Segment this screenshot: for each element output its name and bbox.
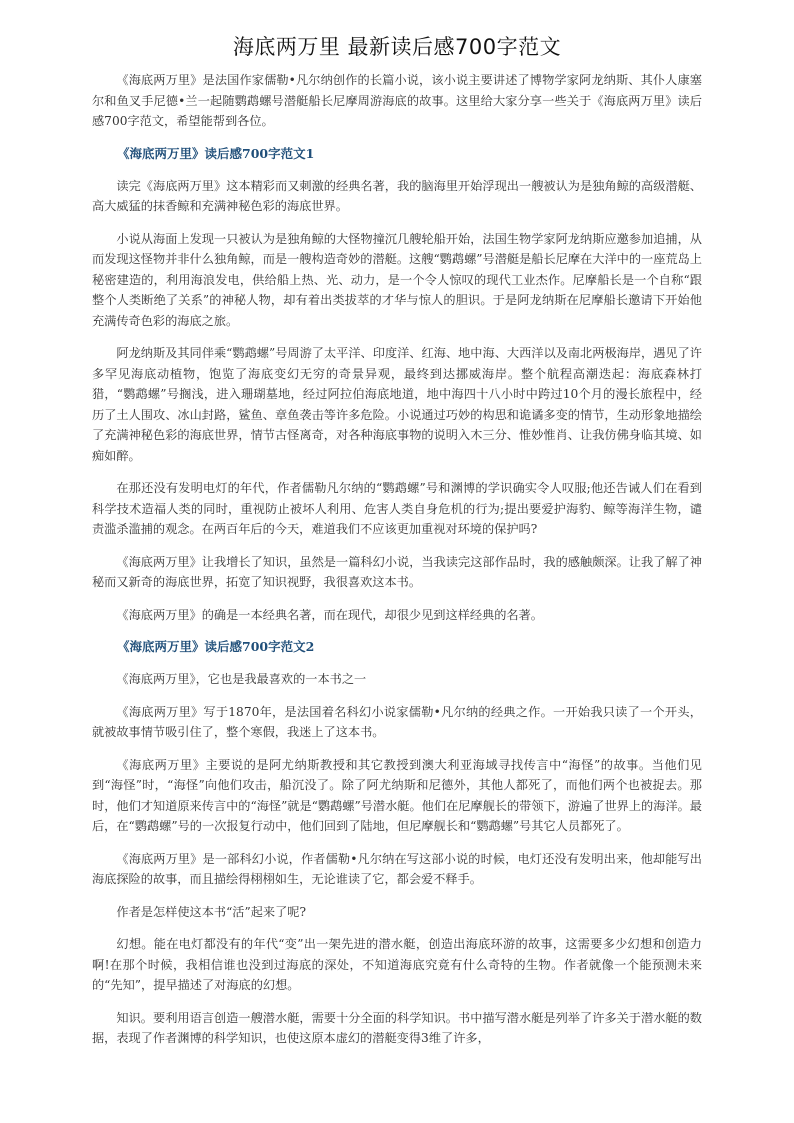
paragraph: 《海底两万里》的确是一本经典名著，而在现代，却很少见到这样经典的名著。	[116, 607, 543, 622]
paragraph: 《海底两万里》，它也是我最喜欢的一本书之一	[116, 672, 367, 686]
paragraph: 作者是怎样使这本书“活”起来了呢?	[116, 904, 307, 919]
paragraph: 《海底两万里》是一部科幻小说，作者儒勒•凡尔纳在写这部小说的时候，电灯还没有发明出来，他却能写出海底探险的故事，而且描绘得栩栩如生，无论谁读了它，都会爱不释手。	[92, 851, 702, 886]
page-title: 海底两万里 最新读后感700字范文	[232, 35, 562, 59]
paragraph: 幻想。能在电灯都没有的年代“变”出一架先进的潜水艇，创造出海底环游的故事，这需要多少幻想和创造力啊!在那个时候，我相信谁也没到过海底的深处，不知道海底究竟有什么奇特的生物。作者就像一个能预测未来的“先知”，提早描述了对海底的幻想。	[92, 937, 702, 992]
paragraph: 小说从海面上发现一只被认为是独角鲸的大怪物撞沉几艘轮船开始，法国生物学家阿龙纳斯应邀参加追捕，从而发现这怪物并非什么独角鲸，而是一艘构造奇妙的潜艇。这艘“鹦鹉螺”号潜艇是船长尼摩在大洋中的一座荒岛上秘密建造的，利用海浪发电，供给船上热、光、动力，是一个令人惊叹的现代工业杰作。尼摩船长是一个自称“跟整个人类断绝了关系”的神秘人物，却有着出类拔萃的才华与惊人的胆识。于是阿龙纳斯在尼摩船长邀请下开始他充满传奇色彩的海底之旅。	[92, 231, 702, 328]
paragraph: 知识。要利用语言创造一艘潜水艇，需要十分全面的科学知识。书中描写潜水艇是列举了许多关于潜水艇的数据，表现了作者渊博的科学知识，也使这原本虚幻的潜艇变得3维了许多，	[92, 1010, 702, 1045]
intro-paragraph: 《海底两万里》是法国作家儒勒•凡尔纳创作的长篇小说，该小说主要讲述了博物学家阿龙纳斯、其仆人康塞尔和鱼叉手尼德•兰一起随鹦鹉螺号潜艇船长尼摩周游海底的故事。这里给大家分享一些关于《海底两万里》读后感700字范文，希望能帮到各位。	[92, 73, 702, 128]
article-body	[92, 70, 702, 1049]
paragraph: 在那还没有发明电灯的年代，作者儒勒凡尔纳的“鹦鹉螺”号和渊博的学识确实令人叹服;他还告诫人们在看到科学技术造福人类的同时，重视防止被坏人利用、危害人类自身危机的行为;提出要爱护海豹、鲸等海洋生物，谴责滥杀滥捕的观念。在两百年后的今天，难道我们不应该更加重视对环境的保护吗?	[92, 481, 702, 536]
paragraph: 《海底两万里》写于1870年，是法国着名科幻小说家儒勒•凡尔纳的经典之作。一开始我只读了一个开头，就被故事情节吸引住了，整个寒假，我迷上了这本书。	[92, 704, 702, 739]
section-heading-2: 《海底两万里》读后感700字范文2	[117, 639, 315, 654]
section-heading-1: 《海底两万里》读后感700字范文1	[117, 145, 315, 161]
paragraph: 阿龙纳斯及其同伴乘“鹦鹉螺”号周游了太平洋、印度洋、红海、地中海、大西洋以及南北两极海岸，遇见了许多罕见海底动植物，饱览了海底变幻无穷的奇景异观，最终到达挪威海岸。整个航程高潮迭起：海底森林打猎，“鹦鹉螺”号搁浅，进入珊瑚墓地，经过阿拉伯海底地道，地中海四十八小时中跨过10个月的漫长旅程中，经历了土人围攻、冰山封路，鲨鱼、章鱼袭击等许多危险。小说通过巧妙的构思和诡谲多变的情节，生动形象地描绘了充满神秘色彩的海底世界，情节古怪离奇，对各种海底事物的说明入木三分、惟妙惟肖、让我仿佛身临其境、如痴如醉。	[92, 346, 702, 463]
paragraph: 读完《海底两万里》这本精彩而又刺激的经典名著，我的脑海里开始浮现出一艘被认为是独角鲸的高级潜艇、高大威猛的抹香鲸和充满神秘色彩的海底世界。	[92, 178, 702, 213]
paragraph: 《海底两万里》主要说的是阿尤纳斯教授和其它教授到澳大利亚海域寻找传言中“海怪”的故事。当他们见到“海怪”时，“海怪”向他们攻击，船沉没了。除了阿尤纳斯和尼德外，其他人都死了，而他们两个也被捉去。那时，他们才知道原来传言中的“海怪”就是“鹦鹉螺”号潜水艇。他们在尼摩舰长的带领下，游遍了世界上的海洋。最后，在“鹦鹉螺”号的一次报复行动中，他们回到了陆地，但尼摩舰长和“鹦鹉螺”号其它人员都死了。	[92, 757, 702, 833]
paragraph: 《海底两万里》让我增长了知识，虽然是一篇科幻小说，当我读完这部作品时，我的感触颇深。让我了解了神秘而又新奇的海底世界，拓宽了知识视野，我很喜欢这本书。	[92, 554, 702, 589]
